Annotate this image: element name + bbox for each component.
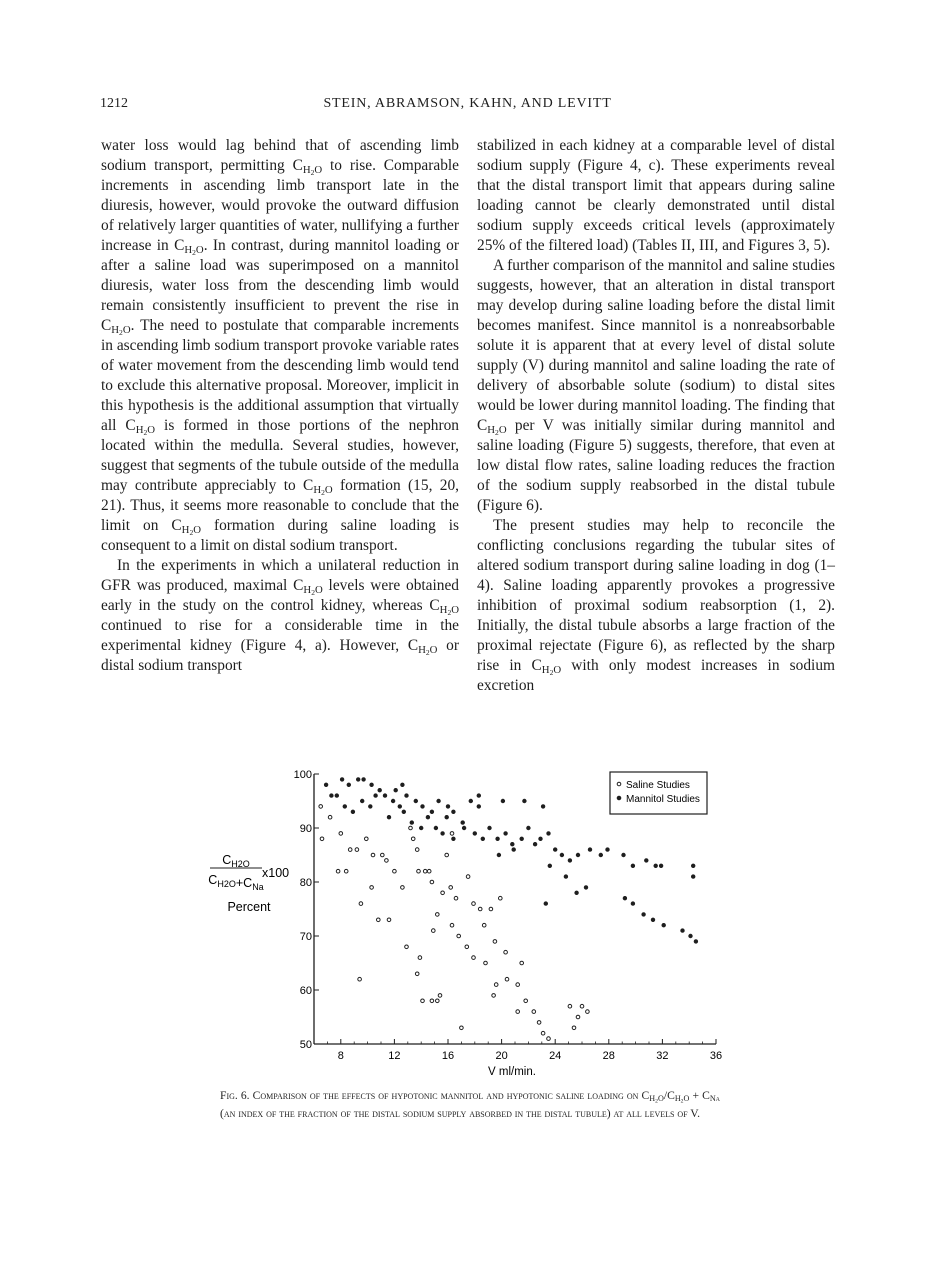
saline-point [499, 896, 503, 900]
mannitol-point [370, 783, 374, 787]
saline-point [454, 896, 458, 900]
saline-point [450, 923, 454, 927]
y-tick-label: 100 [293, 769, 312, 781]
saline-point [445, 853, 449, 857]
saline-point [532, 1010, 536, 1014]
mannitol-point [651, 918, 655, 922]
mannitol-point [642, 913, 646, 917]
y-tick-label: 90 [299, 823, 312, 835]
mannitol-point [452, 810, 456, 814]
saline-point [393, 869, 397, 873]
x-axis-label: V ml/min. [488, 1066, 536, 1078]
saline-point [359, 902, 363, 906]
y-tick-label: 80 [299, 877, 312, 889]
mannitol-point [689, 934, 693, 938]
mannitol-point [520, 837, 524, 841]
mannitol-point [343, 805, 347, 809]
mannitol-point [477, 794, 481, 798]
saline-point [409, 826, 413, 830]
x-tick-label: 8 [337, 1050, 344, 1062]
running-head: STEIN, ABRAMSON, KAHN, AND LEVITT [323, 96, 612, 111]
figure-6 [200, 760, 740, 1090]
mannitol-point [560, 853, 564, 857]
mannitol-point [469, 799, 473, 803]
saline-point [478, 907, 482, 911]
caption-label: Fig. 6. [220, 1089, 250, 1102]
y-axis-label [208, 853, 289, 914]
chart-legend [610, 772, 707, 814]
saline-point [377, 918, 381, 922]
mannitol-point [544, 902, 548, 906]
mannitol-point [462, 826, 466, 830]
left-column [101, 136, 459, 676]
right-column [477, 136, 835, 696]
mannitol-point [501, 799, 505, 803]
saline-point [436, 999, 440, 1003]
mannitol-point [504, 832, 508, 836]
mannitol-point [547, 832, 551, 836]
mannitol-point [691, 864, 695, 868]
mannitol-point [584, 886, 588, 890]
saline-point [492, 994, 496, 998]
saline-point [547, 1037, 551, 1041]
saline-point [320, 837, 324, 841]
mannitol-point [599, 853, 603, 857]
mannitol-point [631, 902, 635, 906]
saline-point [348, 848, 352, 852]
saline-point [441, 891, 445, 895]
scatter-chart [200, 760, 740, 1090]
y-tick-label: 60 [299, 985, 312, 997]
mannitol-point [512, 848, 516, 852]
mannitol-point [623, 896, 627, 900]
saline-point [541, 1031, 545, 1035]
saline-point [568, 1004, 572, 1008]
saline-point [472, 902, 476, 906]
mannitol-point [588, 848, 592, 852]
y-label-multiplier: x100 [262, 866, 290, 880]
saline-point [516, 1010, 520, 1014]
saline-point [328, 815, 332, 819]
mannitol-point [398, 805, 402, 809]
saline-point [387, 918, 391, 922]
mannitol-point [548, 864, 552, 868]
mannitol-point [351, 810, 355, 814]
saline-point [516, 983, 520, 987]
mannitol-point [553, 848, 557, 852]
right-paragraph-2: A further comparison of the mannitol and saline studies suggests, however, that an alteration in distal transport may develop during saline loading before the distal limit becomes manifest. Since mannitol is a nonreabsorbable solute it is apparent that at every level of distal solute supply (V) during mannitol and saline loading the rate of delivery of absorbable solute (sodium) to distal sites would be lower during mannitol loading. The finding that $C_{H_2O}$ per V was initially similar during mannitol and saline loading (Figure 5) suggests, therefore, that even at low distal flow rates, saline loading reduces the fraction of the sodium supply reabsorbed in the distal tubule (Figure 6). [477, 257, 835, 514]
saline-point [432, 929, 436, 933]
mannitol-point [430, 810, 434, 814]
mannitol-point [481, 837, 485, 841]
mannitol-point [691, 875, 695, 879]
y-tick-label: 70 [299, 931, 312, 943]
saline-point [339, 832, 343, 836]
mannitol-point [347, 783, 351, 787]
saline-point [370, 886, 374, 890]
mannitol-point [421, 805, 425, 809]
saline-point [494, 983, 498, 987]
saline-point [460, 1026, 464, 1030]
saline-point [489, 907, 493, 911]
legend-box [610, 772, 707, 814]
x-tick-label: 20 [495, 1050, 508, 1062]
chart-points [319, 778, 698, 1041]
mannitol-point [576, 853, 580, 857]
mannitol-point [606, 848, 610, 852]
mannitol-point [477, 805, 481, 809]
saline-point [427, 869, 431, 873]
mannitol-point [402, 810, 406, 814]
saline-point [423, 869, 427, 873]
saline-point [520, 961, 524, 965]
mannitol-point [324, 783, 328, 787]
right-paragraph-1: stabilized in each kidney at a comparable level of distal sodium supply (Figure 4, c). These experiments reveal that the distal transport limit that appears during saline loading cannot be clearly demonstrated until distal sodium supply exceeds critical levels (approximately 25% of the filtered load) (Tables II, III, and Figures 3, 5). [477, 137, 835, 254]
mannitol-point [662, 923, 666, 927]
saline-point [472, 956, 476, 960]
saline-point [417, 869, 421, 873]
mannitol-point [575, 891, 579, 895]
mannitol-point [419, 826, 423, 830]
mannitol-point [510, 842, 514, 846]
saline-point [358, 977, 362, 981]
saline-point [537, 1021, 541, 1025]
mannitol-point [496, 837, 500, 841]
saline-point [450, 832, 454, 836]
y-label-numerator: $C_{H2O}$ [222, 853, 250, 869]
mannitol-point [497, 853, 501, 857]
mannitol-point [488, 826, 492, 830]
x-tick-label: 16 [441, 1050, 455, 1062]
mannitol-point [434, 826, 438, 830]
saline-point [401, 886, 405, 890]
saline-point [436, 913, 440, 917]
mannitol-point [360, 799, 364, 803]
saline-point [415, 848, 419, 852]
saline-point [524, 999, 528, 1003]
saline-point [572, 1026, 576, 1030]
saline-point [405, 945, 409, 949]
saline-point [344, 869, 348, 873]
saline-point [385, 859, 389, 863]
mannitol-point [330, 794, 334, 798]
mannitol-point [426, 815, 430, 819]
left-paragraph-2: In the experiments in which a unilateral reduction in GFR was produced, maximal $C_{H_2O}$ levels were obtained early in the study on the control kidney, whereas $C_{H_2O}$ continued to rise for a considerable time in the experimental kidney (Figure 4, a). However, $C_{H_2O}$ or distal sodium transport [101, 557, 460, 674]
mannitol-point [681, 929, 685, 933]
saline-point [505, 977, 509, 981]
mannitol-point [387, 815, 391, 819]
x-tick-label: 28 [602, 1050, 615, 1062]
mannitol-point [659, 864, 663, 868]
saline-point [466, 875, 470, 879]
saline-point [336, 869, 340, 873]
saline-point [504, 950, 508, 954]
mannitol-point [654, 864, 658, 868]
saline-point [319, 805, 323, 809]
mannitol-point [394, 788, 398, 792]
mannitol-point [437, 799, 441, 803]
saline-point [576, 1015, 580, 1019]
mannitol-point [383, 794, 387, 798]
mannitol-point [335, 794, 339, 798]
mannitol-point [410, 821, 414, 825]
mannitol-point [622, 853, 626, 857]
x-tick-label: 36 [709, 1050, 723, 1062]
mannitol-point [533, 842, 537, 846]
mannitol-point [564, 875, 568, 879]
mannitol-point [523, 799, 527, 803]
x-tick-label: 32 [656, 1050, 669, 1062]
right-paragraph-3: The present studies may help to reconcile the conflicting conclusions regarding the tubular sites of altered sodium transport during saline loading in dog (1–4). Saline loading apparently provokes a progressive inhibition of proximal sodium reabsorption (1, 2). Initially, the distal tubule absorbs a large fraction of the proximal rejectate (Figure 6), as reflected by the sharp rise in $C_{H_2O}$ with only modest increases in sodium excretion [477, 517, 835, 694]
mannitol-point [452, 837, 456, 841]
mannitol-point [539, 837, 543, 841]
mannitol-point [368, 805, 372, 809]
left-paragraph-1: water loss would lag behind that of ascending limb sodium transport, permitting $C_{H_2O}$ to rise. Comparable increments in ascending limb transport late in the diuresis, however, would provoke the outward diffusion of relatively larger quantities of water, nullifying a further increase in $C_{H_2O}$. In contrast, during mannitol loading or after a saline load was superimposed on a mannitol diuresis, water loss from the descending limb would remain consistently insufficient to prevent the rise in $C_{H_2O}$. The need to postulate that comparable increments in ascending limb sodium transport provoke variable rates of water movement from the descending limb would tend to exclude this alternative proposal. Moreover, implicit in this hypothesis is the additional assumption that virtually all $C_{H_2O}$ is formed in those portions of the nephron located within the medulla. Several studies, however, suggest that segments of the tubule outside of the medulla may contribute appreciably to $C_{H_2O}$ formation (15, 20, 21). Thus, it seems more reasonable to conclude that the limit on $C_{H_2O}$ formation during saline loading is consequent to a limit on distal sodium transport. [101, 137, 459, 554]
saline-point [482, 923, 486, 927]
x-tick-label: 12 [388, 1050, 401, 1062]
caption-text: Comparison of the effects of hypotonic mannitol and hypotonic saline loading on $C_{H_2O}/C_{H_2O} + C_{Na}$ (an index of the fraction of the distal sodium supply absorbed in the distal tubule) at all levels of V. [220, 1089, 721, 1120]
saline-point [365, 837, 369, 841]
mannitol-point [405, 794, 409, 798]
mannitol-point [401, 783, 405, 787]
legend-marker-saline [617, 782, 621, 786]
saline-point [418, 956, 422, 960]
mannitol-point [446, 805, 450, 809]
mannitol-point [414, 799, 418, 803]
saline-point [449, 886, 453, 890]
mannitol-point [644, 859, 648, 863]
mannitol-point [356, 778, 360, 782]
mannitol-point [391, 799, 395, 803]
mannitol-point [461, 821, 465, 825]
mannitol-point [340, 778, 344, 782]
page-header [100, 96, 835, 120]
saline-point [415, 972, 419, 976]
saline-point [586, 1010, 590, 1014]
legend-marker-mannitol [617, 796, 621, 800]
figure-caption [220, 1087, 720, 1123]
saline-point [580, 1004, 584, 1008]
y-label-unit: Percent [227, 900, 271, 914]
mannitol-point [445, 815, 449, 819]
saline-point [493, 940, 497, 944]
saline-point [371, 853, 375, 857]
mannitol-point [378, 788, 382, 792]
y-tick-label: 50 [299, 1039, 312, 1051]
mannitol-point [631, 864, 635, 868]
y-label-denominator: $C_{H2O}+C_{Na}$ [208, 873, 264, 892]
mannitol-point [473, 832, 477, 836]
saline-point [381, 853, 385, 857]
saline-point [465, 945, 469, 949]
saline-point [457, 934, 461, 938]
legend-label-mannitol: Mannitol Studies [626, 794, 700, 805]
saline-point [484, 961, 488, 965]
page-number: 1212 [100, 96, 128, 111]
x-tick-label: 24 [549, 1050, 562, 1062]
saline-point [411, 837, 415, 841]
mannitol-point [374, 794, 378, 798]
saline-point [438, 994, 442, 998]
mannitol-point [568, 859, 572, 863]
saline-point [430, 999, 434, 1003]
saline-point [421, 999, 425, 1003]
mannitol-point [527, 826, 531, 830]
legend-label-saline: Saline Studies [626, 780, 690, 791]
saline-point [430, 880, 434, 884]
mannitol-point [541, 805, 545, 809]
mannitol-point [362, 778, 366, 782]
mannitol-point [694, 940, 698, 944]
mannitol-point [441, 832, 445, 836]
saline-point [355, 848, 359, 852]
